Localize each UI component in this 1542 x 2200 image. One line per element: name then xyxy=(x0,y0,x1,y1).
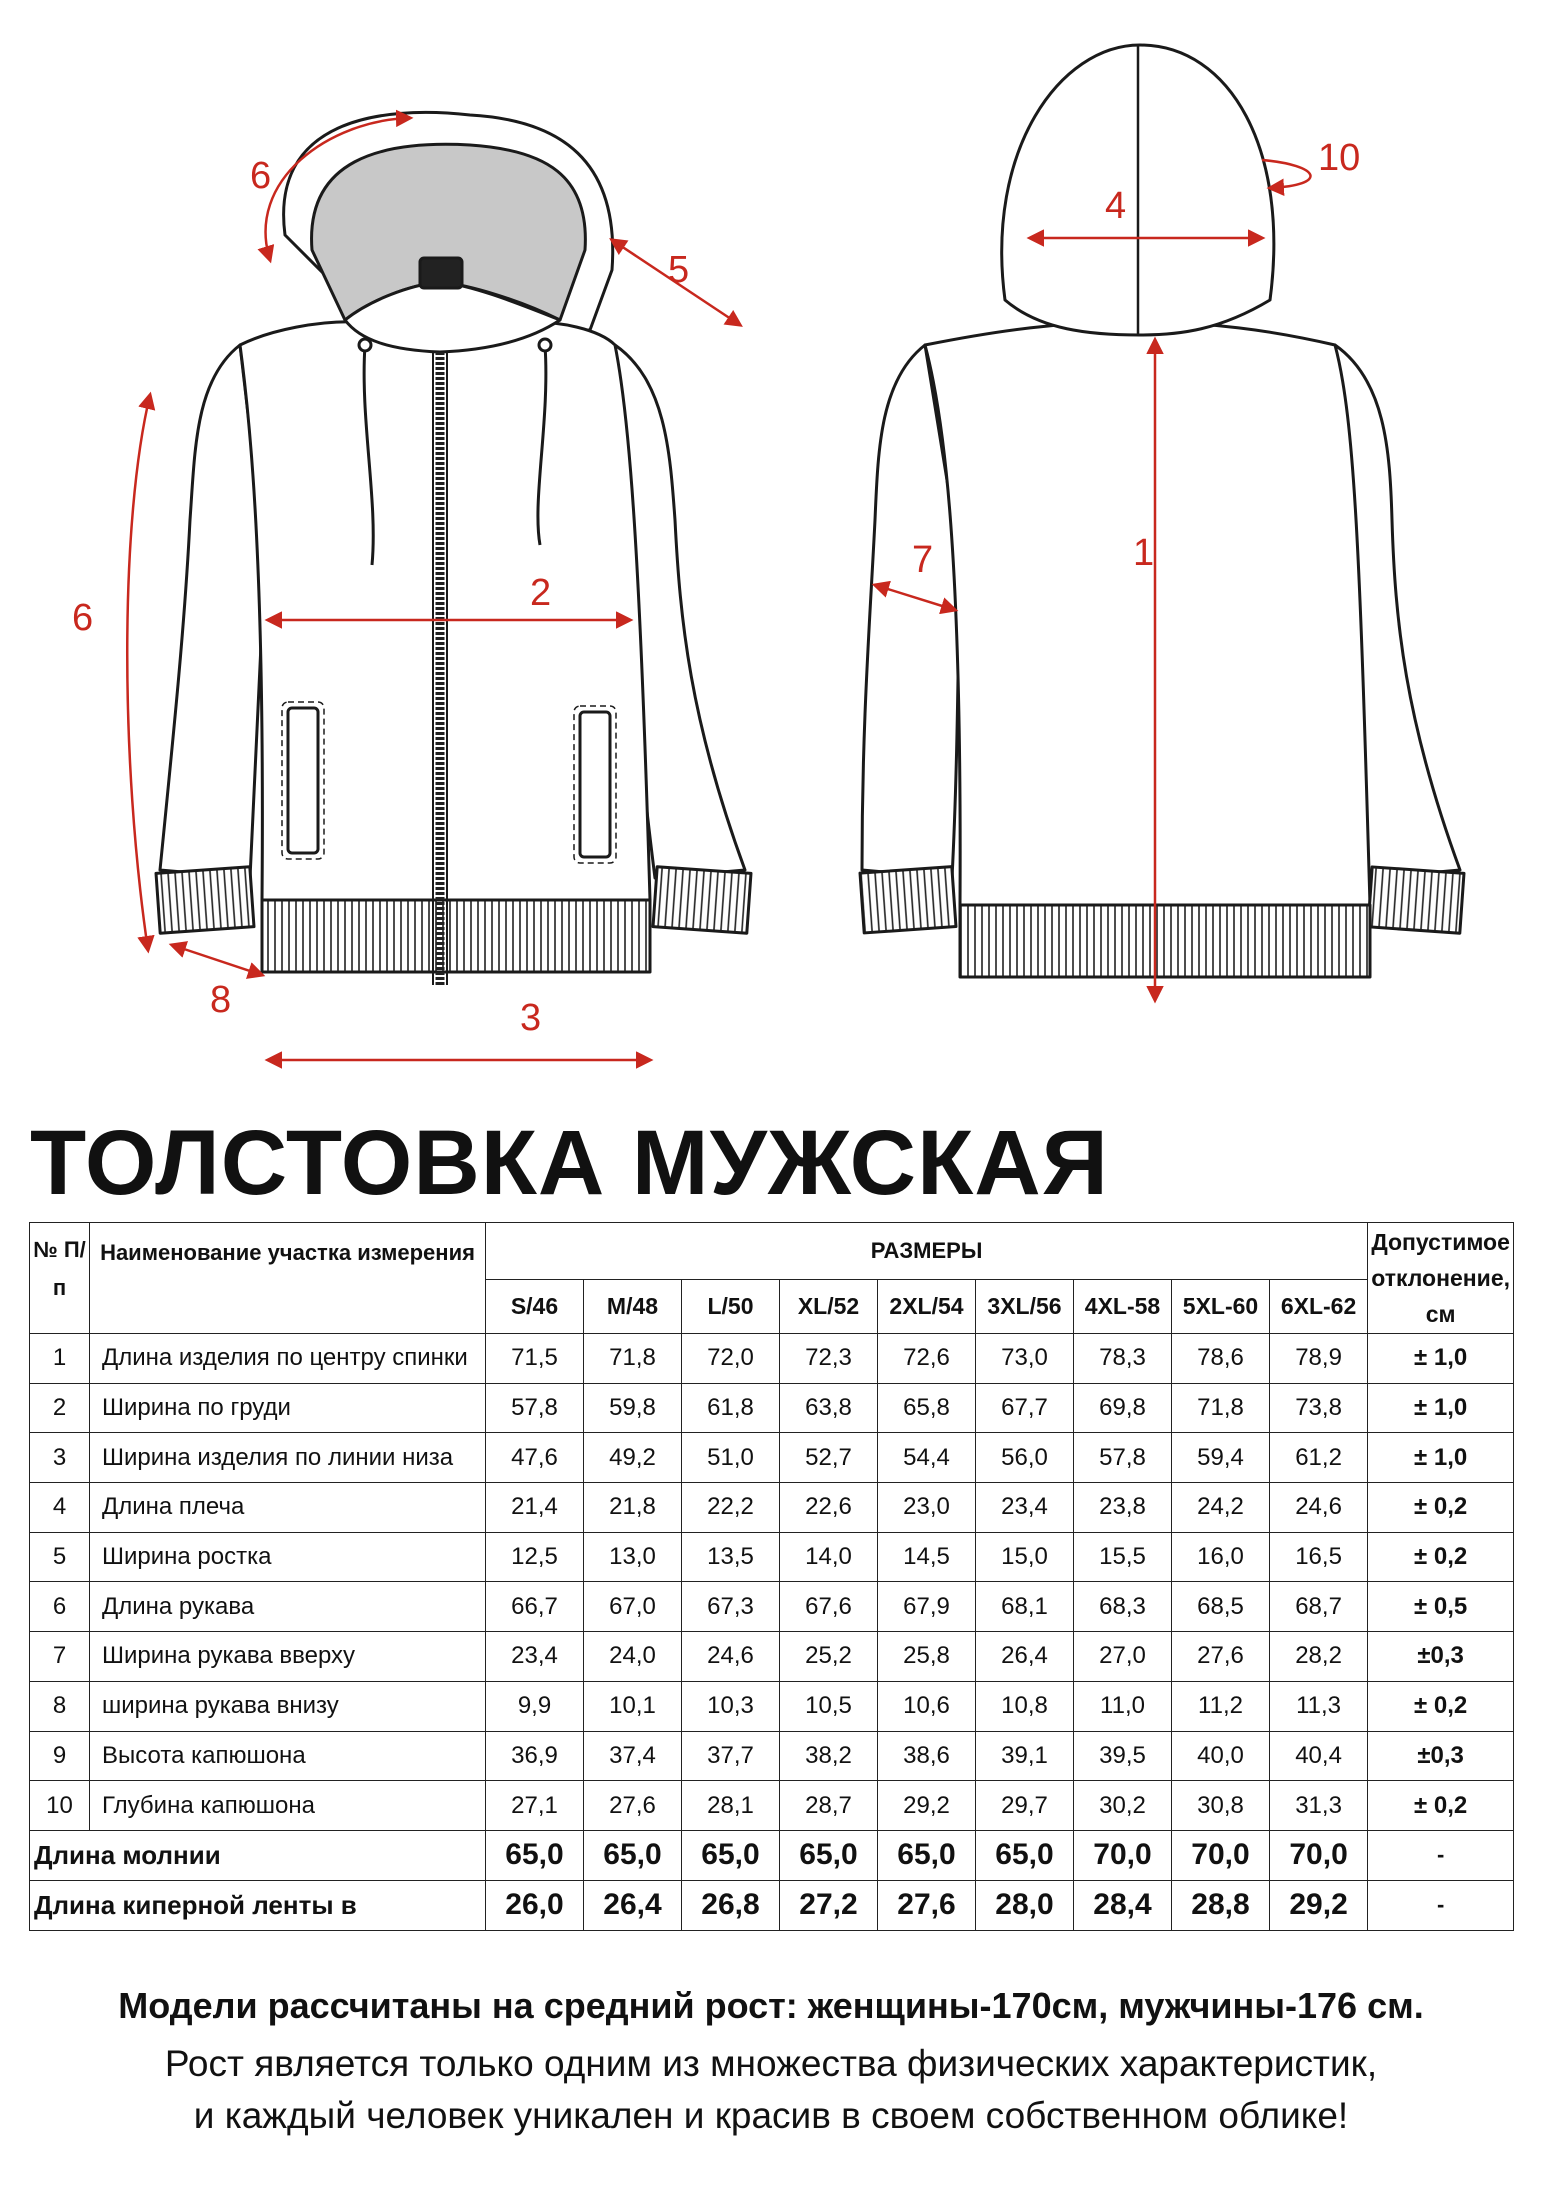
size-value: 15,0 xyxy=(976,1532,1074,1582)
size-value: 10,6 xyxy=(878,1681,976,1731)
table-row xyxy=(30,1632,1514,1682)
size-value: 28,4 xyxy=(1074,1880,1172,1930)
size-value: 65,0 xyxy=(976,1830,1074,1880)
size-value: 28,0 xyxy=(976,1880,1074,1930)
row-number: 7 xyxy=(30,1632,90,1682)
tolerance-value: ± 0,2 xyxy=(1368,1681,1514,1731)
size-value: 65,0 xyxy=(878,1830,976,1880)
size-value: 11,0 xyxy=(1074,1681,1172,1731)
size-value: 49,2 xyxy=(584,1433,682,1483)
back-cuff-left xyxy=(860,867,956,933)
size-value: 27,6 xyxy=(878,1880,976,1930)
size-column-header: XL/52 xyxy=(780,1280,878,1334)
size-value: 25,2 xyxy=(780,1632,878,1682)
size-value: 27,6 xyxy=(584,1781,682,1831)
size-table xyxy=(29,1222,1514,1931)
size-value: 31,3 xyxy=(1270,1781,1368,1831)
back-cuff-right xyxy=(1368,867,1464,933)
size-value: 16,0 xyxy=(1172,1532,1270,1582)
size-value: 51,0 xyxy=(682,1433,780,1483)
size-value: 28,7 xyxy=(780,1781,878,1831)
size-value: 13,5 xyxy=(682,1532,780,1582)
size-value: 22,6 xyxy=(780,1483,878,1533)
row-number: 2 xyxy=(30,1383,90,1433)
row-number: 6 xyxy=(30,1582,90,1632)
size-value: 27,2 xyxy=(780,1880,878,1930)
size-value: 57,8 xyxy=(1074,1433,1172,1483)
table-row xyxy=(30,1383,1514,1433)
parameter-name: Длина молнии xyxy=(30,1830,486,1880)
size-value: 24,2 xyxy=(1172,1483,1270,1533)
size-value: 30,8 xyxy=(1172,1781,1270,1831)
left-pocket xyxy=(288,708,318,853)
size-value: 26,4 xyxy=(584,1880,682,1930)
size-value: 28,1 xyxy=(682,1781,780,1831)
tolerance-value: ± 1,0 xyxy=(1368,1383,1514,1433)
size-value: 27,0 xyxy=(1074,1632,1172,1682)
measure-label-10: 10 xyxy=(1318,137,1361,179)
size-value: 59,8 xyxy=(584,1383,682,1433)
tolerance-value: ± 0,5 xyxy=(1368,1582,1514,1632)
size-value: 72,3 xyxy=(780,1334,878,1384)
parameter-name: Ширина по груди xyxy=(90,1383,486,1433)
left-cuff xyxy=(156,867,254,933)
tolerance-value: - xyxy=(1368,1880,1514,1930)
table-row xyxy=(30,1880,1514,1930)
front-view xyxy=(156,112,751,985)
size-value: 63,8 xyxy=(780,1383,878,1433)
parameter-name: Длина плеча xyxy=(90,1483,486,1533)
size-value: 72,6 xyxy=(878,1334,976,1384)
tolerance-value: ± 0,2 xyxy=(1368,1532,1514,1582)
parameter-name: Ширина рукава вверху xyxy=(90,1632,486,1682)
tolerance-value: - xyxy=(1368,1830,1514,1880)
name-header: Наименование участка измерения xyxy=(90,1223,486,1334)
size-value: 24,6 xyxy=(1270,1483,1368,1533)
size-value: 65,0 xyxy=(780,1830,878,1880)
size-value: 26,0 xyxy=(486,1880,584,1930)
size-value: 39,5 xyxy=(1074,1731,1172,1781)
tolerance-value: ± 0,2 xyxy=(1368,1781,1514,1831)
size-value: 13,0 xyxy=(584,1532,682,1582)
footer-note xyxy=(0,1980,1542,2142)
parameter-name: Ширина изделия по линии низа xyxy=(90,1433,486,1483)
footer-height-note: Модели рассчитаны на средний рост: женщины-170см, мужчины-176 см. xyxy=(118,1985,1424,2026)
size-value: 56,0 xyxy=(976,1433,1074,1483)
size-value: 27,1 xyxy=(486,1781,584,1831)
back-waistband xyxy=(960,905,1370,977)
size-value: 39,1 xyxy=(976,1731,1074,1781)
measure-label-4: 4 xyxy=(1105,185,1127,227)
size-value: 40,4 xyxy=(1270,1731,1368,1781)
tolerance-header: Допустимое отклонение, см xyxy=(1368,1223,1514,1334)
size-value: 29,2 xyxy=(1270,1880,1368,1930)
parameter-name: Длина киперной ленты в xyxy=(30,1880,486,1930)
size-value: 14,5 xyxy=(878,1532,976,1582)
size-value: 23,0 xyxy=(878,1483,976,1533)
table-row xyxy=(30,1681,1514,1731)
measure-label-6-sleeve: 6 xyxy=(72,597,94,639)
size-value: 38,6 xyxy=(878,1731,976,1781)
size-value: 10,8 xyxy=(976,1681,1074,1731)
measure-label-7: 7 xyxy=(912,539,934,581)
size-value: 10,1 xyxy=(584,1681,682,1731)
size-column-header: 4XL-58 xyxy=(1074,1280,1172,1334)
size-value: 36,9 xyxy=(486,1731,584,1781)
size-value: 37,7 xyxy=(682,1731,780,1781)
back-body xyxy=(925,322,1370,905)
size-value: 61,2 xyxy=(1270,1433,1368,1483)
size-value: 65,8 xyxy=(878,1383,976,1433)
parameter-name: Глубина капюшона xyxy=(90,1781,486,1831)
size-value: 26,4 xyxy=(976,1632,1074,1682)
size-value: 65,0 xyxy=(584,1830,682,1880)
size-value: 23,4 xyxy=(486,1632,584,1682)
size-value: 27,6 xyxy=(1172,1632,1270,1682)
size-value: 67,9 xyxy=(878,1582,976,1632)
size-value: 52,7 xyxy=(780,1433,878,1483)
size-value: 61,8 xyxy=(682,1383,780,1433)
measure-label-2: 2 xyxy=(530,572,552,614)
size-value: 37,4 xyxy=(584,1731,682,1781)
size-value: 68,3 xyxy=(1074,1582,1172,1632)
size-value: 23,8 xyxy=(1074,1483,1172,1533)
table-row xyxy=(30,1830,1514,1880)
size-value: 40,0 xyxy=(1172,1731,1270,1781)
sizes-group-header: РАЗМЕРЫ xyxy=(486,1223,1368,1280)
size-value: 21,8 xyxy=(584,1483,682,1533)
measure-label-6-hood: 6 xyxy=(250,155,272,197)
tolerance-value: ± 1,0 xyxy=(1368,1334,1514,1384)
size-column-header: L/50 xyxy=(682,1280,780,1334)
size-value: 22,2 xyxy=(682,1483,780,1533)
size-value: 70,0 xyxy=(1172,1830,1270,1880)
size-value: 28,8 xyxy=(1172,1880,1270,1930)
row-number: 5 xyxy=(30,1532,90,1582)
size-value: 68,7 xyxy=(1270,1582,1368,1632)
size-value: 24,0 xyxy=(584,1632,682,1682)
document-title: ТОЛСТОВКА МУЖСКАЯ xyxy=(30,1112,1109,1214)
row-number: 1 xyxy=(30,1334,90,1384)
size-column-header: 2XL/54 xyxy=(878,1280,976,1334)
tolerance-value: ±0,3 xyxy=(1368,1632,1514,1682)
size-value: 57,8 xyxy=(486,1383,584,1433)
size-value: 11,3 xyxy=(1270,1681,1368,1731)
size-value: 14,0 xyxy=(780,1532,878,1582)
table-row xyxy=(30,1582,1514,1632)
size-value: 66,7 xyxy=(486,1582,584,1632)
parameter-name: Длина изделия по центру спинки xyxy=(90,1334,486,1384)
size-column-header: M/48 xyxy=(584,1280,682,1334)
size-value: 9,9 xyxy=(486,1681,584,1731)
measure-label-5: 5 xyxy=(668,249,690,291)
parameter-name: Ширина ростка xyxy=(90,1532,486,1582)
size-value: 78,9 xyxy=(1270,1334,1368,1384)
size-value: 16,5 xyxy=(1270,1532,1368,1582)
size-value: 59,4 xyxy=(1172,1433,1270,1483)
size-value: 30,2 xyxy=(1074,1781,1172,1831)
size-value: 10,3 xyxy=(682,1681,780,1731)
row-number: 9 xyxy=(30,1731,90,1781)
size-value: 71,8 xyxy=(1172,1383,1270,1433)
size-value: 67,0 xyxy=(584,1582,682,1632)
tolerance-value: ± 0,2 xyxy=(1368,1483,1514,1533)
size-value: 68,1 xyxy=(976,1582,1074,1632)
footer-line-2: Рост является только одним из множества физических характеристик, xyxy=(164,2043,1378,2084)
size-value: 29,7 xyxy=(976,1781,1074,1831)
size-value: 26,8 xyxy=(682,1880,780,1930)
tolerance-value: ± 1,0 xyxy=(1368,1433,1514,1483)
size-value: 12,5 xyxy=(486,1532,584,1582)
right-pocket xyxy=(580,712,610,857)
row-number: 4 xyxy=(30,1483,90,1533)
table-row xyxy=(30,1433,1514,1483)
size-value: 70,0 xyxy=(1270,1830,1368,1880)
measure-label-1: 1 xyxy=(1133,532,1155,574)
size-value: 10,5 xyxy=(780,1681,878,1731)
table-row xyxy=(30,1731,1514,1781)
size-value: 67,3 xyxy=(682,1582,780,1632)
size-value: 23,4 xyxy=(976,1483,1074,1533)
footer-line-3: и каждый человек уникален и красив в своем собственном облике! xyxy=(193,2095,1349,2136)
back-view xyxy=(860,45,1464,977)
size-value: 65,0 xyxy=(486,1830,584,1880)
row-number: 8 xyxy=(30,1681,90,1731)
size-value: 71,5 xyxy=(486,1334,584,1384)
size-value: 73,0 xyxy=(976,1334,1074,1384)
table-row xyxy=(30,1483,1514,1533)
size-value: 73,8 xyxy=(1270,1383,1368,1433)
size-value: 67,7 xyxy=(976,1383,1074,1433)
measure-label-3: 3 xyxy=(520,997,542,1039)
table-row xyxy=(30,1532,1514,1582)
size-value: 67,6 xyxy=(780,1582,878,1632)
table-row xyxy=(30,1334,1514,1384)
size-value: 24,6 xyxy=(682,1632,780,1682)
size-value: 78,3 xyxy=(1074,1334,1172,1384)
size-value: 15,5 xyxy=(1074,1532,1172,1582)
size-value: 25,8 xyxy=(878,1632,976,1682)
number-header: № П/п xyxy=(30,1223,90,1334)
size-value: 29,2 xyxy=(878,1781,976,1831)
size-value: 38,2 xyxy=(780,1731,878,1781)
size-value: 70,0 xyxy=(1074,1830,1172,1880)
right-cuff xyxy=(653,867,751,933)
tolerance-value: ±0,3 xyxy=(1368,1731,1514,1781)
size-value: 21,4 xyxy=(486,1483,584,1533)
size-value: 68,5 xyxy=(1172,1582,1270,1632)
size-value: 72,0 xyxy=(682,1334,780,1384)
parameter-name: Длина рукава xyxy=(90,1582,486,1632)
parameter-name: Высота капюшона xyxy=(90,1731,486,1781)
size-value: 47,6 xyxy=(486,1433,584,1483)
size-column-header: 3XL/56 xyxy=(976,1280,1074,1334)
front-waistband xyxy=(262,900,650,972)
size-value: 69,8 xyxy=(1074,1383,1172,1433)
size-column-header: 5XL-60 xyxy=(1172,1280,1270,1334)
size-value: 65,0 xyxy=(682,1830,780,1880)
size-column-header: S/46 xyxy=(486,1280,584,1334)
measure-label-8: 8 xyxy=(210,979,232,1021)
row-number: 10 xyxy=(30,1781,90,1831)
size-value: 28,2 xyxy=(1270,1632,1368,1682)
size-value: 78,6 xyxy=(1172,1334,1270,1384)
size-value: 71,8 xyxy=(584,1334,682,1384)
table-body xyxy=(30,1334,1514,1931)
row-number: 3 xyxy=(30,1433,90,1483)
size-value: 11,2 xyxy=(1172,1681,1270,1731)
size-column-header: 6XL-62 xyxy=(1270,1280,1368,1334)
parameter-name: ширина рукава внизу xyxy=(90,1681,486,1731)
size-value: 54,4 xyxy=(878,1433,976,1483)
table-row xyxy=(30,1781,1514,1831)
